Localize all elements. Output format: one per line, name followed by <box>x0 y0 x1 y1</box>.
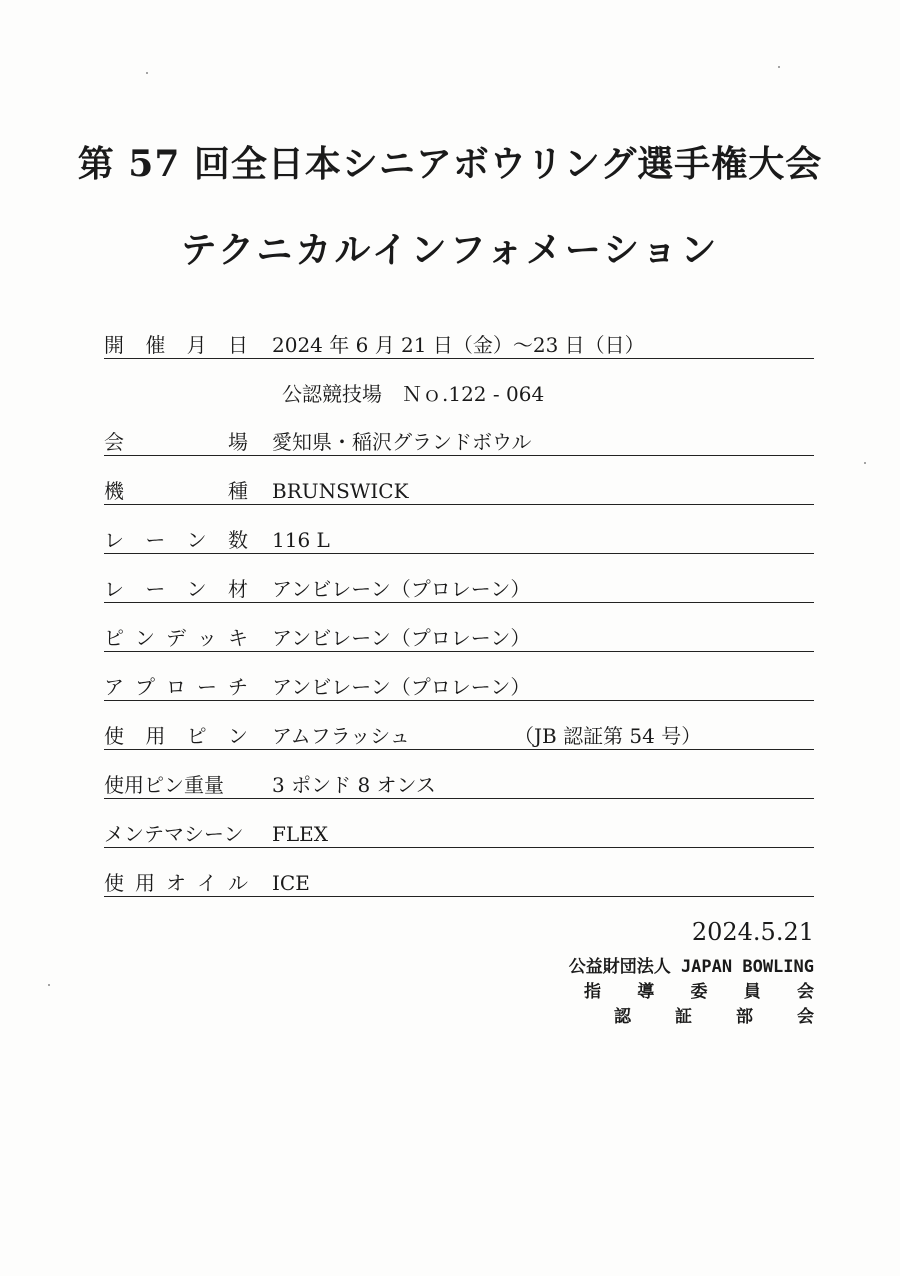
info-row <box>104 429 814 456</box>
scan-speck <box>864 462 866 464</box>
label-char: 使用ピン重量 <box>104 773 224 797</box>
info-row <box>104 821 814 848</box>
row-label <box>104 527 248 553</box>
row-value: FLEX <box>272 822 328 846</box>
org-committee: 指 導 委 員 会 <box>584 982 814 1002</box>
label-char: ル <box>228 871 248 895</box>
row-label <box>104 332 248 358</box>
row-label <box>104 674 248 700</box>
org-name: 公益財団法人 JAPAN BOWLING <box>568 957 814 977</box>
label-char: ー <box>145 577 166 601</box>
label-char: オ <box>166 871 186 895</box>
label-char: 場 <box>227 430 248 454</box>
scan-speck <box>778 66 780 68</box>
issuing-organization <box>554 955 814 1030</box>
scan-speck <box>48 984 50 986</box>
label-char: 数 <box>227 528 248 552</box>
label-char: 開 <box>104 333 124 357</box>
label-char: レ <box>104 528 124 552</box>
label-char: ン <box>135 626 155 650</box>
document-subtitle: テクニカルインフォメーション <box>180 229 720 271</box>
label-char: ー <box>197 675 217 699</box>
info-row <box>104 527 814 554</box>
label-char: ロ <box>166 675 186 699</box>
label-char: ピ <box>186 724 207 748</box>
label-char: キ <box>228 626 248 650</box>
row-value: 3 ポンド 8 オンス <box>272 773 436 797</box>
label-char: レ <box>104 577 124 601</box>
label-char: ン <box>227 724 248 748</box>
row-label <box>104 429 248 455</box>
label-char: 機 <box>104 479 124 503</box>
row-label <box>104 576 248 602</box>
label-char: ン <box>186 577 207 601</box>
label-char: 使 <box>104 871 124 895</box>
label-char: 種 <box>227 479 248 503</box>
info-row <box>104 870 814 897</box>
info-row <box>104 576 814 603</box>
row-label <box>104 625 248 651</box>
document-title: 第 57 回全日本シニアボウリング選手権大会 <box>77 143 823 185</box>
label-char: ー <box>145 528 166 552</box>
row-value: 愛知県・稲沢グランドボウル <box>272 430 532 454</box>
row-label <box>104 478 248 504</box>
info-row <box>104 674 814 701</box>
row-label <box>104 821 248 847</box>
label-char: ン <box>186 528 207 552</box>
label-char: 用 <box>135 871 155 895</box>
label-char: 会 <box>104 430 124 454</box>
row-value: 2024 年 6 月 21 日（金）～23 日（日） <box>272 333 645 357</box>
row-label <box>104 870 248 896</box>
label-char: 材 <box>227 577 248 601</box>
label-char: 月 <box>186 333 207 357</box>
info-row <box>104 478 814 505</box>
row-value: アンビレーン（プロレーン） <box>272 577 531 601</box>
info-row <box>104 332 814 359</box>
label-char: メンテマシーン <box>104 822 244 846</box>
label-char: プ <box>135 675 155 699</box>
row-label <box>104 772 248 798</box>
row-value: アンビレーン（プロレーン） <box>272 626 531 650</box>
label-char: ッ <box>197 626 217 650</box>
label-char: 用 <box>145 724 166 748</box>
label-char: ア <box>104 675 124 699</box>
label-char: 日 <box>227 333 248 357</box>
info-row <box>104 625 814 652</box>
row-value: アムフラッシュ <box>272 724 410 748</box>
label-char: デ <box>166 626 186 650</box>
label-char: イ <box>197 871 217 895</box>
row-value: ICE <box>272 871 310 895</box>
info-row <box>104 723 814 750</box>
row-value: 116 L <box>272 528 330 552</box>
certification-number: 公認競技場 Ｎｏ.122 - 064 <box>282 382 545 406</box>
scan-speck <box>146 72 148 74</box>
label-char: チ <box>228 675 248 699</box>
label-char: 使 <box>104 724 124 748</box>
label-char: 催 <box>145 333 166 357</box>
org-department: 認 証 部 会 <box>614 1007 814 1027</box>
row-extra: （JB 認証第 54 号） <box>514 724 702 748</box>
info-row <box>104 772 814 799</box>
row-label <box>104 723 248 749</box>
row-value: アンビレーン（プロレーン） <box>272 675 531 699</box>
label-char: ピ <box>104 626 124 650</box>
row-value: BRUNSWICK <box>272 479 409 503</box>
issue-date: 2024.5.21 <box>691 918 814 946</box>
